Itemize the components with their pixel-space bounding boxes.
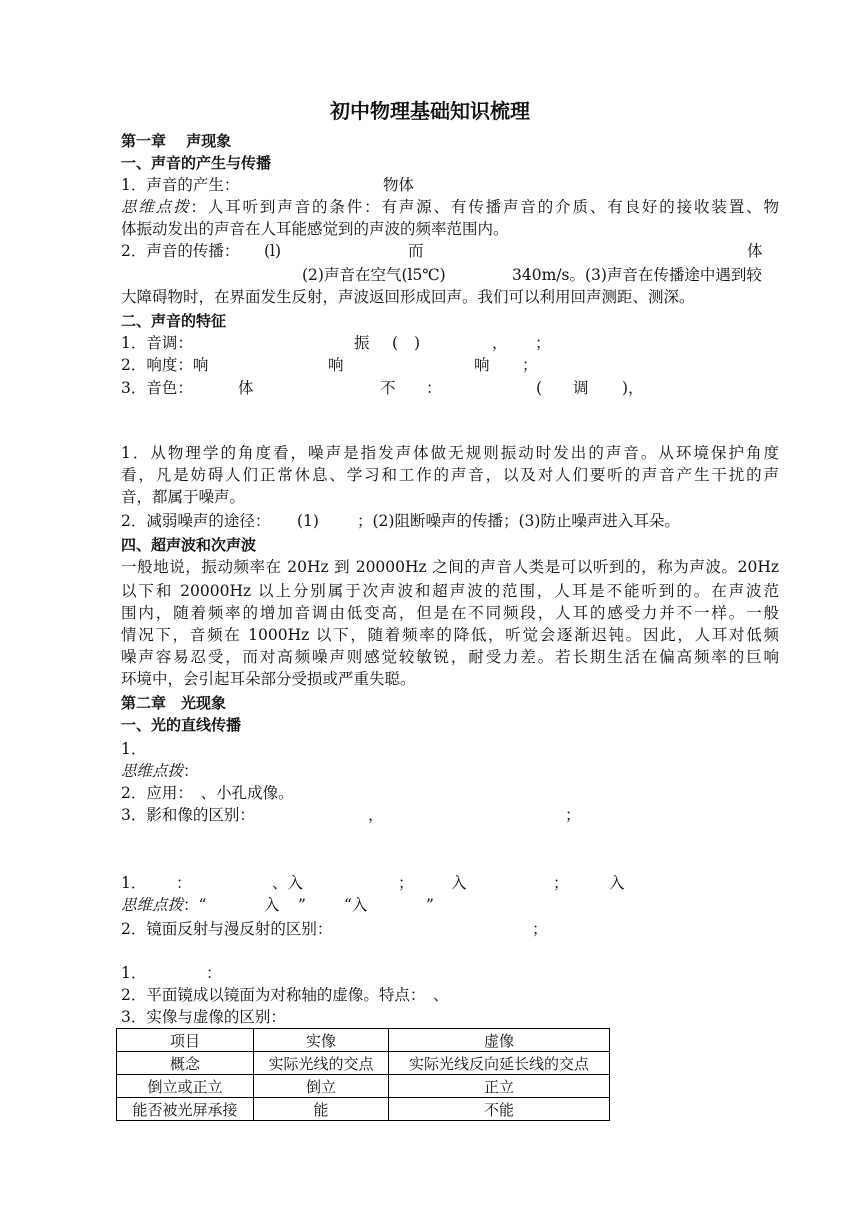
list-item: 1． <box>121 874 147 892</box>
paragraph-line: 看，凡是妨碍人们正常休息、学习和工作的声音，以及对人们要听的声音产生干扰的声 <box>121 466 779 484</box>
sound-propagation-label: 2．声音的传播： <box>121 242 240 260</box>
tip-label: 思维点拨 <box>121 896 184 914</box>
text-fragment: ( <box>536 379 543 397</box>
tip-line <box>121 894 206 916</box>
paragraph-line: 环境中，会引起耳朵部分受损或严重失聪。 <box>121 670 416 688</box>
paragraph-line: 围内，随着频率的增加音调由低变高，但是在不同频段，人耳的感受力并不一样。一般 <box>121 604 779 622</box>
list-item: 3．影和像的区别： <box>121 806 255 824</box>
tip-line <box>121 760 199 782</box>
text-fragment: )， <box>622 379 644 397</box>
text-fragment: 振 <box>354 334 370 352</box>
pitch-label: 1．音调： <box>121 334 193 352</box>
text-fragment: ， <box>492 334 508 352</box>
text-fragment: ， <box>368 806 384 824</box>
paragraph-line: 一般地说，振动频率在 20Hz 到 20000Hz 之间的声音人类是可以听到的，称为声波。20Hz <box>121 558 779 576</box>
text-fragment: 响 <box>328 356 344 374</box>
text-fragment: 入 <box>609 874 625 892</box>
loudness-label: 2．响度：响 <box>121 356 209 374</box>
table-cell: 倒立或正立 <box>117 1075 254 1098</box>
table-cell: 能否被光屏承接 <box>117 1098 254 1121</box>
text-fragment: (l) <box>264 242 282 260</box>
text-fragment: ； <box>532 920 548 938</box>
paragraph-line: 体振动发出的声音在人耳能感觉到的声波的频率范围内。 <box>121 220 509 238</box>
text-fragment: (2)声音在空气(l5℃) <box>302 266 446 284</box>
table-header: 虚像 <box>389 1029 610 1052</box>
table-cell: 概念 <box>117 1052 254 1075</box>
sound-production-label: 1．声音的产生： <box>121 176 240 194</box>
table-header-row <box>117 1029 610 1052</box>
paragraph-line: 噪声容易忍受，而对高频噪声则感觉较敏锐，耐受力差。若长期生活在偏高频率的巨响 <box>121 648 779 666</box>
table-cell: 实际光线的交点 <box>254 1052 389 1075</box>
page-title: 初中物理基础知识梳理 <box>330 99 530 123</box>
real-virtual-image-table <box>116 1028 610 1121</box>
text-fragment: 体 <box>238 379 254 397</box>
list-item: 1． <box>121 964 147 982</box>
tip-label: 思维点拨 <box>121 762 184 780</box>
section-heading: 一、光的直线传播 <box>121 716 242 734</box>
table-header: 项目 <box>117 1029 254 1052</box>
list-item: 3．实像与虚像的区别： <box>121 1008 286 1026</box>
section-heading: 四、超声波和次声波 <box>121 536 257 554</box>
text-fragment: ： <box>426 379 442 397</box>
text-fragment: ：“ <box>183 896 207 914</box>
tip-text: ：人耳听到声音的条件：有声源、有传播声音的介质、有良好的接收装置、物 <box>190 198 779 216</box>
text-fragment: ： <box>206 964 222 982</box>
paragraph-line <box>121 196 779 218</box>
tip-label: 思维点拨 <box>121 198 191 216</box>
text-fragment: ： <box>183 762 199 780</box>
table-cell: 不能 <box>389 1098 610 1121</box>
chapter-1-heading: 第一章 声现象 <box>121 132 232 150</box>
text-fragment: ； <box>398 874 414 892</box>
paragraph-line: 音，都属于噪声。 <box>121 488 246 506</box>
text-fragment: 而 <box>408 242 424 260</box>
table-cell: 倒立 <box>254 1075 389 1098</box>
text-fragment: ； <box>565 806 581 824</box>
paragraph-line: 大障碍物时，在界面发生反射，声波返回形成回声。我们可以利用回声测距、测深。 <box>121 288 695 306</box>
text-fragment: ； <box>522 356 538 374</box>
list-item: 2．应用： 、小孔成像。 <box>121 784 294 802</box>
timbre-label: 3．音色： <box>121 379 193 397</box>
text-fragment: 响 <box>474 356 490 374</box>
section-heading: 一、声音的产生与传播 <box>121 154 272 172</box>
table-row <box>117 1075 610 1098</box>
table-row <box>117 1052 610 1075</box>
text-fragment: ” <box>298 896 306 914</box>
text-fragment: 入 <box>451 874 467 892</box>
text-fragment: 体 <box>747 242 763 260</box>
text-fragment: ； <box>535 334 551 352</box>
text-fragment: 入 <box>264 896 280 914</box>
text-fragment: 不 <box>380 379 396 397</box>
text-fragment: ； <box>553 874 569 892</box>
table-row <box>117 1098 610 1121</box>
text-fragment: ” <box>426 896 434 914</box>
text-fragment: 物体 <box>383 176 415 194</box>
text-fragment: ： <box>176 874 192 892</box>
noise-reduction-label: 2．减弱噪声的途径： <box>121 512 271 530</box>
text-fragment: (1) <box>297 512 319 530</box>
text-fragment: 340m/s。(3)声音在传播途中遇到较 <box>512 266 762 284</box>
paragraph-line: 1．从物理学的角度看，噪声是指发声体做无规则振动时发出的声音。从环境保护角度 <box>121 444 779 462</box>
table-cell: 实际光线反向延长线的交点 <box>389 1052 610 1075</box>
text-fragment: ( <box>392 334 399 352</box>
paragraph-line: 以下和 20000Hz 以上分别属于次声波和超声波的范围，人耳是不能听到的。在声波范 <box>121 582 779 600</box>
chapter-2-heading: 第二章 光现象 <box>121 694 227 712</box>
text-fragment: ；(2)阻断噪声的传播；(3)防止噪声进入耳朵。 <box>357 512 680 530</box>
paragraph-line: 情况下，音频在 1000Hz 以下，随着频率的降低，听觉会逐渐迟钝。因此，人耳对低频 <box>121 626 779 644</box>
table-cell: 正立 <box>389 1075 610 1098</box>
text-fragment: 调 <box>573 379 589 397</box>
table-cell: 能 <box>254 1098 389 1121</box>
section-heading: 二、声音的特征 <box>121 312 227 330</box>
table-header: 实像 <box>254 1029 389 1052</box>
list-item: 2．平面镜成以镜面为对称轴的虚像。特点： 、 <box>121 986 449 1004</box>
list-item: 1． <box>121 740 147 758</box>
text-fragment: ) <box>414 334 421 352</box>
text-fragment: “入 <box>344 896 368 914</box>
text-fragment: 、入 <box>272 874 304 892</box>
list-item: 2．镜面反射与漫反射的区别： <box>121 920 333 938</box>
